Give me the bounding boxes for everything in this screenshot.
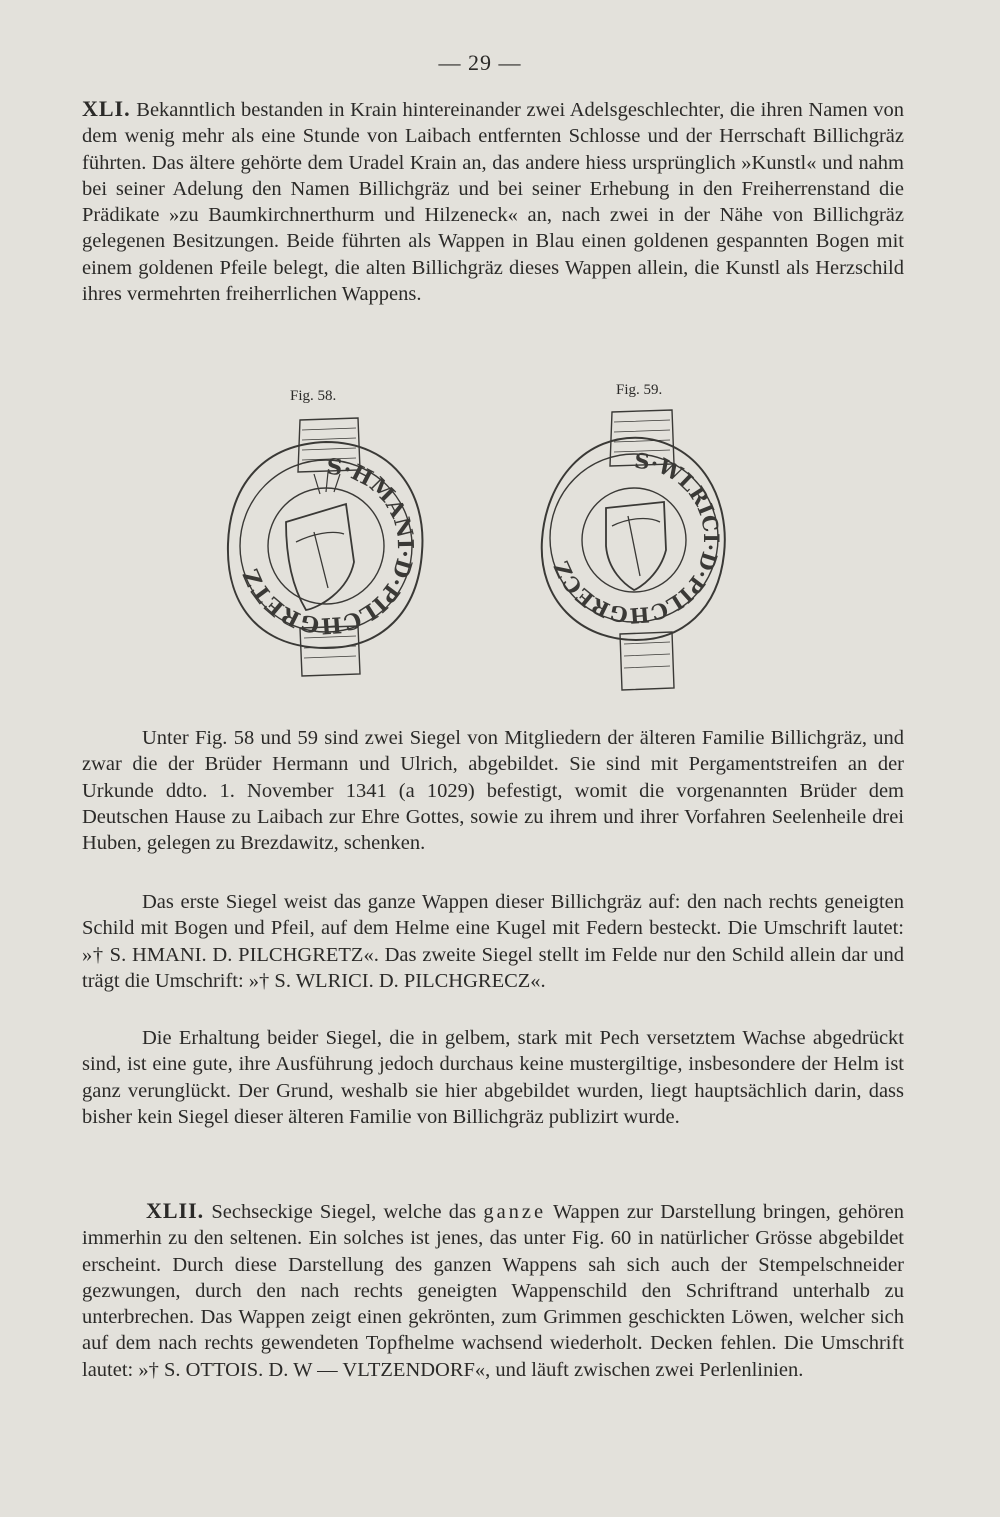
section-text: Bekanntlich bestanden in Krain hintereinander zwei Adelsgeschlechter, die ihren Namen von dem wenig mehr als eine Stunde von Laibach entfernten Schlosse und der Herrschaft Billichgräz führten. Das ältere gehörte dem Uradel Krain an, das andere hiess ursprünglich »Kunstl« und nahm bei seiner Adelung den Namen Billichgräz und bei seiner Erhebung in den Freiherrenstand die Prädikate »zu Baumkirchnerthurm und Hilzeneck« an, nach zwei in der Nähe von Billichgräz gelegenen Besitzungen. Beide führten als Wappen in Blau einen goldenen gespannten Bogen mit einem goldenen Pfeile belegt, die alten Billichgräz dieses Wappen allein, die Kunstl als Herzschild ihres vermehrten freiherrlichen Wappens.	[82, 99, 904, 306]
svg-text:S·HMANI·D·PILCHGRETZ	[238, 454, 418, 639]
section-text-after: Wappen zur Darstellung bringen, gehören immerhin zu den seltenen. Ein solches ist jenes, das unter Fig. 60 in natürlicher Grösse abgebildet erscheint. Durch diese Darstellung des ganzen Wappens sah sich auch der Stempelschneider gezwungen, durch den nach rechts geneigten Wappenschild den Schriftrand unterhalb zu unterbrechen. Das Wappen zeigt einen gekrönten, zum Grimmen geschickten Löwen, welcher sich auf dem nach rechts gewendeten Topfhelme wachsend wiederholt. Decken fehlen. Die Umschrift lautet: »† S. OTTOIS. D. W — VLTZENDORF«, und läuft zwischen zwei Perlenlinien.	[82, 1201, 905, 1381]
section-41	[82, 96, 904, 307]
figure-caption-59: Fig. 59.	[616, 382, 663, 398]
section-42	[82, 1198, 904, 1383]
paragraph-3: Die Erhaltung beider Siegel, die in gelbem, stark mit Pech versetztem Wachse abgedrückt sind, ist eine gute, ihre Ausführung jedoch durchaus keine mustergiltige, insbesondere der Helm ist ganz verunglückt. Der Grund, weshalb sie hier abgebildet wurden, liegt hauptsächlich darin, dass bisher kein Siegel dieser älteren Familie von Billichgräz publizirt wurde.	[82, 1027, 904, 1128]
section-text-before: Sechseckige Siegel, welche das	[211, 1201, 477, 1223]
svg-text:S·WLRICI·D·PILCHGRECZ	[549, 448, 724, 629]
section-number: XLI.	[82, 96, 131, 121]
figure-caption-58: Fig. 58.	[290, 388, 337, 404]
seal-figure-59	[532, 404, 732, 692]
seal-figure-58	[222, 412, 432, 682]
section-number: XLII.	[146, 1198, 205, 1223]
paragraph-2: Das erste Siegel weist das ganze Wappen dieser Billichgräz auf: den nach rechts geneigten Schild mit Bogen und Pfeil, auf dem Helme eine Kugel mit Federn besteckt. Die Umschrift lautet: »† S. HMANI. D. PILCHGRETZ«. Das zweite Siegel stellt im Felde nur den Schild allein dar und trägt die Umschrift: »† S. WLRICI. D. PILCHGRECZ«.	[82, 891, 904, 992]
seal-legend-58: S·HMANI·D·PILCHGRETZ	[238, 453, 419, 639]
seal-legend-59: S·WLRICI·D·PILCHGRECZ	[548, 447, 724, 629]
paragraph-1: Unter Fig. 58 und 59 sind zwei Siegel von Mitgliedern der älteren Familie Billichgräz, und zwar die der Brüder Hermann und Ulrich, abgebildet. Sie sind mit Pergamentstreifen an der Urkunde ddto. 1. November 1341 (a 1029) befestigt, womit die vorgenannten Brüder dem Deutschen Hause zu Laibach zur Ehre Gottes, sowie zu ihrem und ihrer Vorfahren Seelenheile drei Huben, gelegen zu Brezdawitz, schenken.	[82, 727, 904, 855]
page-number: — 29 —	[438, 50, 522, 75]
section-emphasis: ganze	[483, 1201, 547, 1223]
